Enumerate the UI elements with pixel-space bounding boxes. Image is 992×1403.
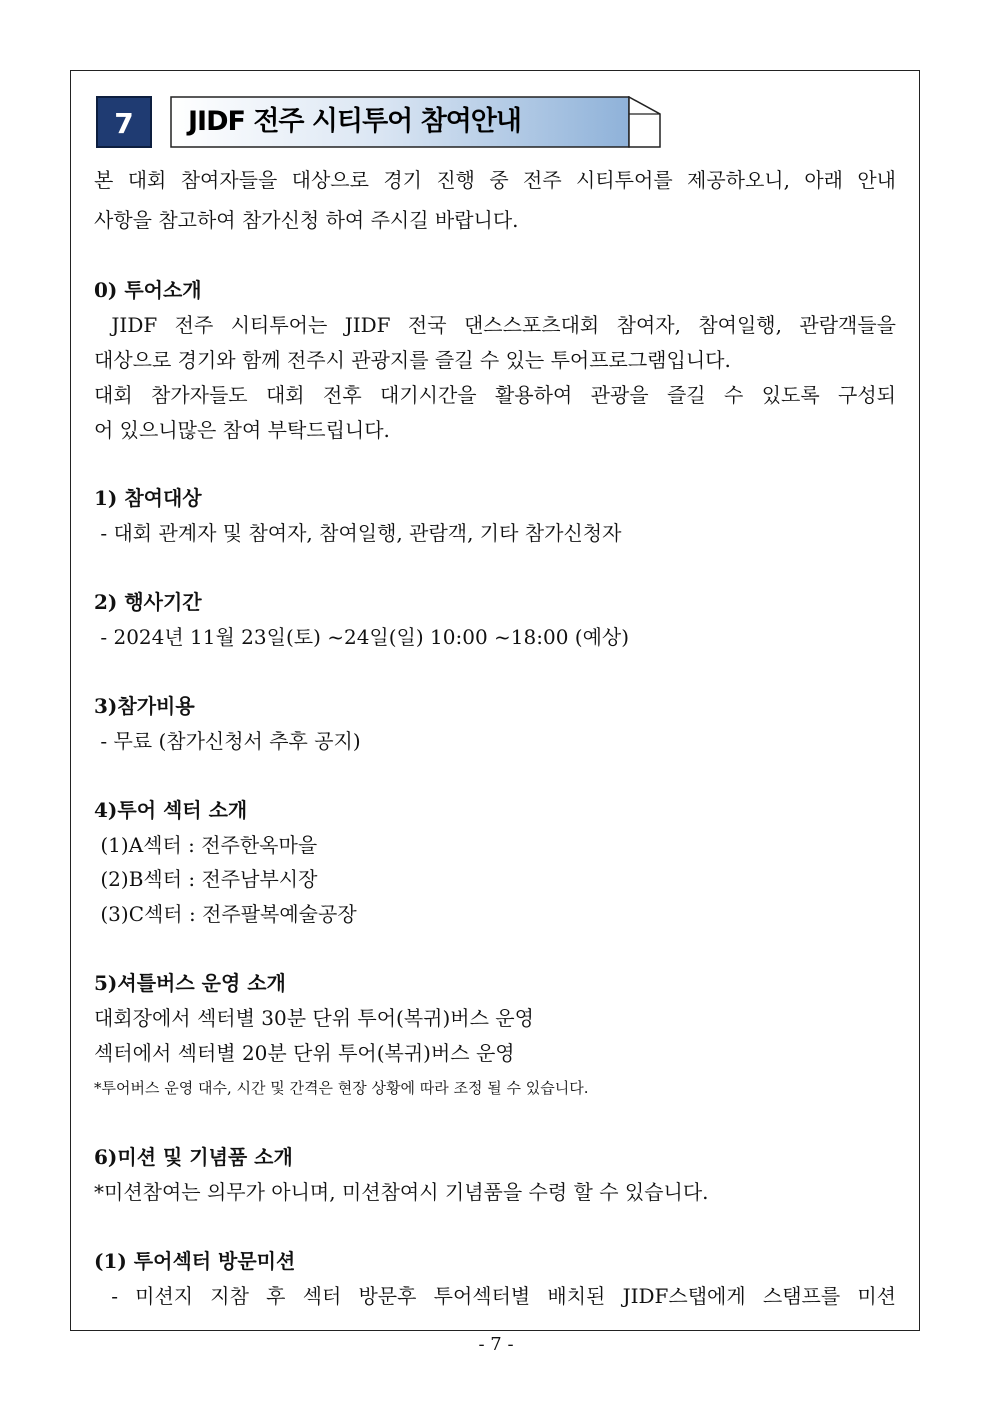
- tour-intro-line-4: 어 있으니많은 참여 부탁드립니다.: [94, 418, 390, 442]
- period-line: - 2024년 11월 23일(토) ~24일(일) 10:00 ~18:00 (예상): [94, 625, 630, 649]
- heading-visit-mission: (1) 투어섹터 방문미션: [94, 1249, 296, 1273]
- tour-intro-line-1: JIDF 전주 시티투어는 JIDF 전국 댄스스포츠대회 참여자, 참여일행, 관람객들을: [94, 313, 896, 337]
- sector-c: (3)C섹터 : 전주팔복예술공장: [94, 902, 357, 926]
- intro-line-1: 본 대회 참여자들을 대상으로 경기 진행 중 전주 시티투어를 제공하오니, 아래 안내: [94, 168, 896, 192]
- mission-line: *미션참여는 의무가 아니며, 미션참여시 기념품을 수령 할 수 있습니다.: [94, 1180, 709, 1204]
- heading-mission: 6)미션 및 기념품 소개: [94, 1145, 293, 1169]
- heading-tour-intro: 0) 투어소개: [94, 278, 202, 302]
- heading-shuttle: 5)셔틀버스 운영 소개: [94, 971, 286, 995]
- heading-fee: 3)참가비용: [94, 694, 195, 718]
- tour-intro-line-2: 대상으로 경기와 함께 전주시 관광지를 즐길 수 있는 투어프로그램입니다.: [94, 348, 731, 372]
- tour-intro-line-3: 대회 참가자들도 대회 전후 대기시간을 활용하여 관광을 즐길 수 있도록 구성되: [94, 383, 896, 407]
- heading-sectors: 4)투어 섹터 소개: [94, 798, 248, 822]
- section-title: JIDF 전주 시티투어 참여안내: [188, 106, 521, 137]
- section-title-box: [170, 96, 660, 148]
- section-number: 7: [96, 96, 152, 148]
- shuttle-note: *투어버스 운영 대수, 시간 및 간격은 현장 상황에 따라 조정 될 수 있습니다.: [94, 1079, 589, 1097]
- intro-line-2: 사항을 참고하여 참가신청 하여 주시길 바랍니다.: [94, 208, 519, 232]
- page-number: - 7 -: [478, 1334, 514, 1355]
- visit-mission-line: - 미션지 지참 후 섹터 방문후 투어섹터별 배치된 JIDF스탭에게 스탬프를 미션: [94, 1284, 896, 1308]
- shuttle-line-1: 대회장에서 섹터별 30분 단위 투어(복귀)버스 운영: [94, 1006, 534, 1030]
- fee-line: - 무료 (참가신청서 추후 공지): [94, 729, 361, 753]
- participants-line: - 대회 관계자 및 참여자, 참여일행, 관람객, 기타 참가신청자: [94, 521, 622, 545]
- heading-participants: 1) 참여대상: [94, 486, 202, 510]
- sector-a: (1)A섹터 : 전주한옥마을: [94, 833, 318, 857]
- shuttle-line-2: 섹터에서 섹터별 20분 단위 투어(복귀)버스 운영: [94, 1041, 515, 1065]
- sector-b: (2)B섹터 : 전주남부시장: [94, 867, 318, 891]
- heading-period: 2) 행사기간: [94, 590, 202, 614]
